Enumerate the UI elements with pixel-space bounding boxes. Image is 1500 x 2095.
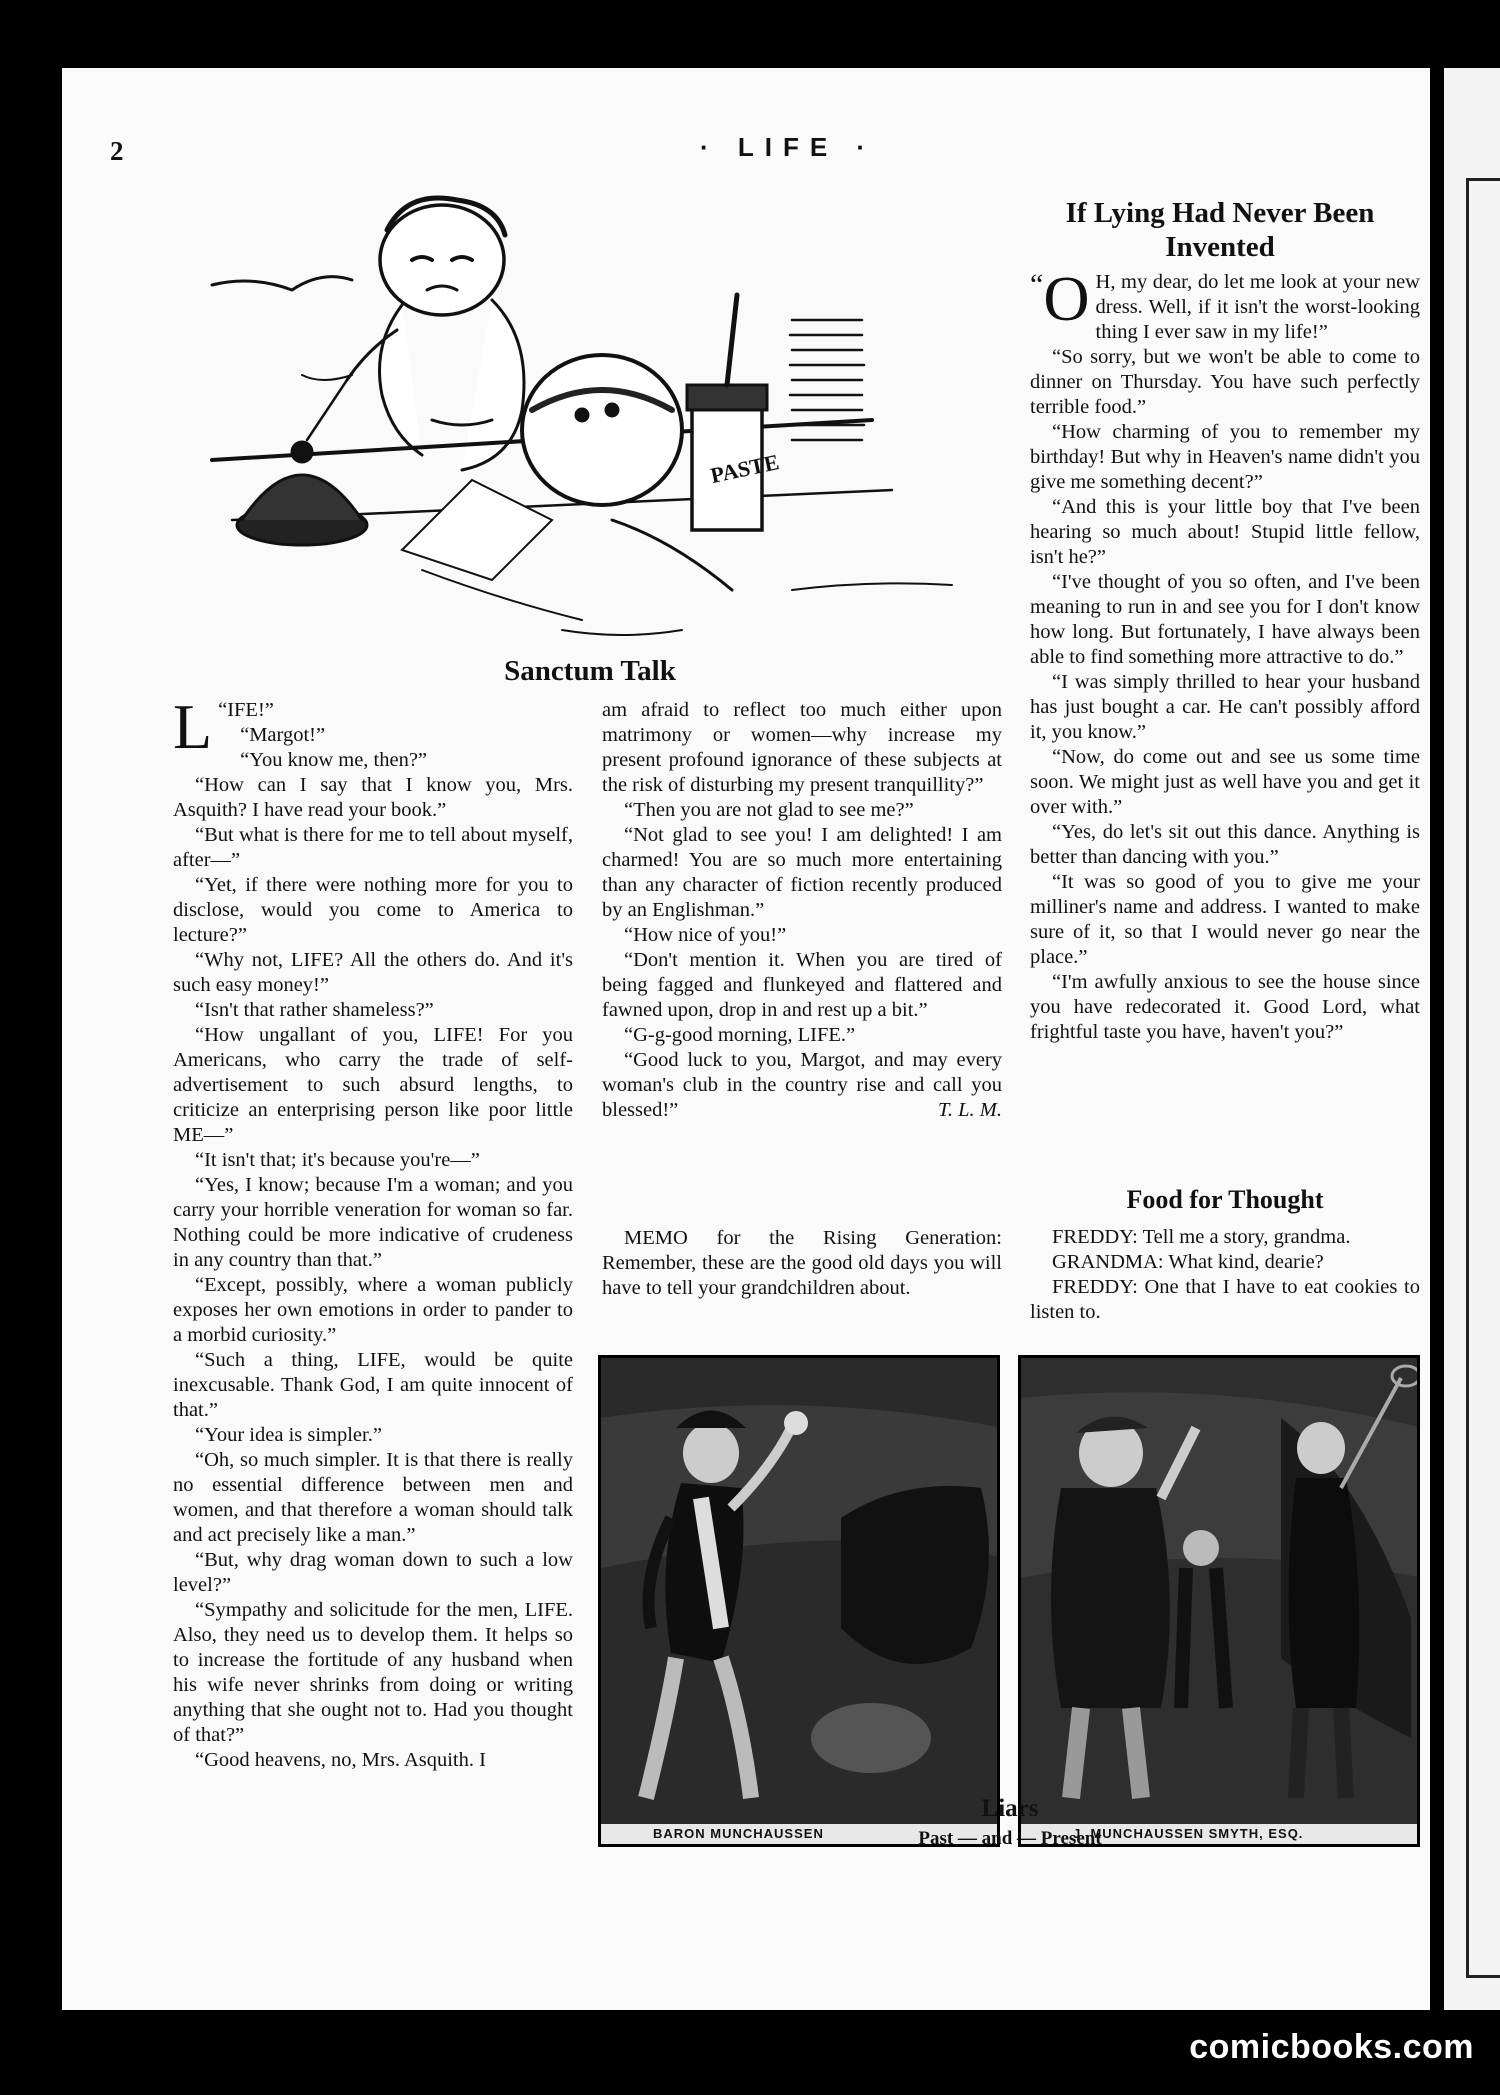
paragraph: “But what is there for me to tell about myself, after—” — [173, 824, 573, 871]
lying-title: If Lying Had Never Been Invented — [1065, 197, 1375, 263]
paragraph: “Isn't that rather shameless?” — [195, 999, 434, 1021]
paragraph: “Now, do come out and see us some time soon. We might just as well have you and get it over with.” — [1030, 746, 1420, 818]
paragraph: “It was so good of you to give me your milliner's name and address. I wanted to make sure of it, so that I would never go near the place.” — [1030, 871, 1420, 968]
left-panel-caption: BARON MUNCHAUSSEN — [601, 1824, 997, 1844]
paragraph: “Yet, if there were nothing more for you to disclose, would you come to America to lecture?” — [173, 874, 573, 946]
dialogue-line — [1030, 1250, 1420, 1275]
paragraph: “So sorry, but we won't be able to come to dinner on Thursday. You have such perfectly terrible food.” — [1030, 346, 1420, 418]
liars-title: Liars — [981, 1795, 1039, 1822]
paragraph: “Why not, LIFE? All the others do. And it's such easy money!” — [173, 949, 573, 996]
food-for-thought-dialogue — [1030, 1225, 1420, 1325]
masthead: · LIFE · — [700, 132, 877, 162]
watermark: comicbooks.com — [1189, 2028, 1474, 2066]
paragraph: “Your idea is simpler.” — [195, 1424, 382, 1446]
sanctum-column-2 — [602, 698, 1002, 1123]
adjacent-page-border — [1466, 178, 1500, 1978]
paragraph-text: “IFE!” — [218, 699, 274, 721]
food-for-thought-title: Food for Thought — [1126, 1185, 1324, 1214]
liars-subtitle: Past — and — Present — [918, 1828, 1102, 1849]
dialogue-line — [1030, 1225, 1420, 1250]
line-text: One that I have to eat cookies to listen to. — [1030, 1276, 1420, 1323]
open-quote: “ — [1030, 268, 1044, 301]
paragraph: “Except, possibly, where a woman publicly exposes her own emotions in order to pander to a morbid curiosity.” — [173, 1274, 573, 1346]
memo-text: for the Rising Generation: Remember, these are the good old days you will have to tell your grandchildren about. — [602, 1227, 1002, 1299]
paragraph: “Oh, so much simpler. It is that there is really no essential difference between men and women, and that therefore a woman should talk and act precisely like a man.” — [173, 1449, 573, 1546]
speaker: GRANDMA: — [1052, 1251, 1164, 1273]
paragraph: “Sympathy and solicitude for the men, LIFE. Also, they need us to develop them. It helps so to increase the fortitude of any husband when his wife never shrinks from doing or writing anything that she ought not to. Had you thought of that?” — [173, 1599, 573, 1746]
paragraph: “But, why drag woman down to such a low level?” — [173, 1549, 573, 1596]
drop-cap: O — [1043, 263, 1090, 334]
paragraph: “I've thought of you so often, and I've been meaning to run in and see you for I don't know how long. But fortunately, I have always been able to find something more attractive to do.” — [1030, 571, 1420, 668]
paste-jar-label: PASTE — [708, 449, 782, 489]
paragraph: “Then you are not glad to see me?” — [624, 799, 914, 821]
lying-column — [1030, 263, 1420, 1045]
memo-lead: MEMO — [624, 1227, 688, 1249]
paragraph: “How can I say that I know you, Mrs. Asquith? I have read your book.” — [173, 774, 573, 821]
paragraph: “I'm awfully anxious to see the house since you have redecorated it. Good Lord, what frightful taste you have, haven't you?” — [1030, 971, 1420, 1043]
paragraph — [1030, 263, 1420, 345]
paragraph: “Yes, do let's sit out this dance. Anything is better than dancing with you.” — [1030, 821, 1420, 868]
paragraph: “I was simply thrilled to hear your husband has just bought a car. He can't possibly afford it, you know.” — [1030, 671, 1420, 743]
page-number: 2 — [110, 136, 124, 166]
memo-paragraph — [602, 1226, 1002, 1301]
paragraph: “G-g-good morning, LIFE.” — [624, 1024, 856, 1046]
dialogue-line — [1030, 1275, 1420, 1325]
speaker: FREDDY: — [1052, 1226, 1138, 1248]
paragraph: “Such a thing, LIFE, would be quite inexcusable. Thank God, I am quite innocent of that.” — [173, 1349, 573, 1421]
paragraph: “It isn't that; it's because you're—” — [195, 1149, 480, 1171]
right-panel-caption: J. MUNCHAUSSEN SMYTH, ESQ. — [1021, 1824, 1417, 1844]
paragraph: “How nice of you!” — [624, 924, 787, 946]
speaker: FREDDY: — [1052, 1276, 1138, 1298]
paragraph: “Good luck to you, Margot, and may every woman's club in the country rise and call you blessed!” — [602, 1049, 1002, 1121]
paragraph: am afraid to reflect too much either upon matrimony or women—why increase my present profound ignorance of these subjects at the risk of disturbing my present tranquillity?” — [602, 699, 1002, 796]
drop-cap: L — [173, 691, 213, 762]
panel-munchaussen-smyth — [1018, 1355, 1420, 1847]
panel-baron-munchaussen — [598, 1355, 1000, 1847]
baron-drawing — [601, 1358, 1000, 1847]
paragraph: “How charming of you to remember my birthday! But why in Heaven's name didn't you give me something decent?” — [1030, 421, 1420, 493]
line-text: What kind, dearie? — [1163, 1251, 1324, 1273]
smyth-drawing — [1021, 1358, 1420, 1847]
paragraph: “Margot!” — [240, 724, 326, 746]
paragraph: “Good heavens, no, Mrs. Asquith. I — [195, 1749, 486, 1771]
signature: T. L. M. — [938, 1099, 1002, 1121]
line-text: Tell me a story, grandma. — [1137, 1226, 1351, 1248]
paragraph: “You know me, then?” — [240, 749, 428, 771]
paragraph-text: H, my dear, do let me look at your new dress. Well, if it isn't the worst-looking thing I ever saw in my life!” — [1095, 271, 1420, 343]
sanctum-talk-title: Sanctum Talk — [504, 655, 676, 687]
paragraph: “How ungallant of you, LIFE! For you Americans, who carry the trade of self-advertisement to such absurd lengths, to criticize an enterprising person like poor little ME—” — [173, 1024, 573, 1146]
paragraph: “Yes, I know; because I'm a woman; and you carry your horrible veneration for woman so far. Nothing could be more indicative of crudeness in any country than that.” — [173, 1174, 573, 1271]
paragraph: “Not glad to see you! I am delighted! I am charmed! You are so much more entertaining than any character of fiction recently produced by an Englishman.” — [602, 824, 1002, 921]
paragraph: “And this is your little boy that I've been hearing so much about! Stupid little fellow, isn't he?” — [1030, 496, 1420, 568]
cherub-illustration — [172, 190, 1002, 650]
adjacent-page-edge — [1430, 68, 1500, 2010]
sanctum-column-1 — [173, 691, 573, 1773]
paragraph: “Don't mention it. When you are tired of being fagged and flunkeyed and flattered and fawned upon, drop in and rest up a bit.” — [602, 949, 1002, 1021]
